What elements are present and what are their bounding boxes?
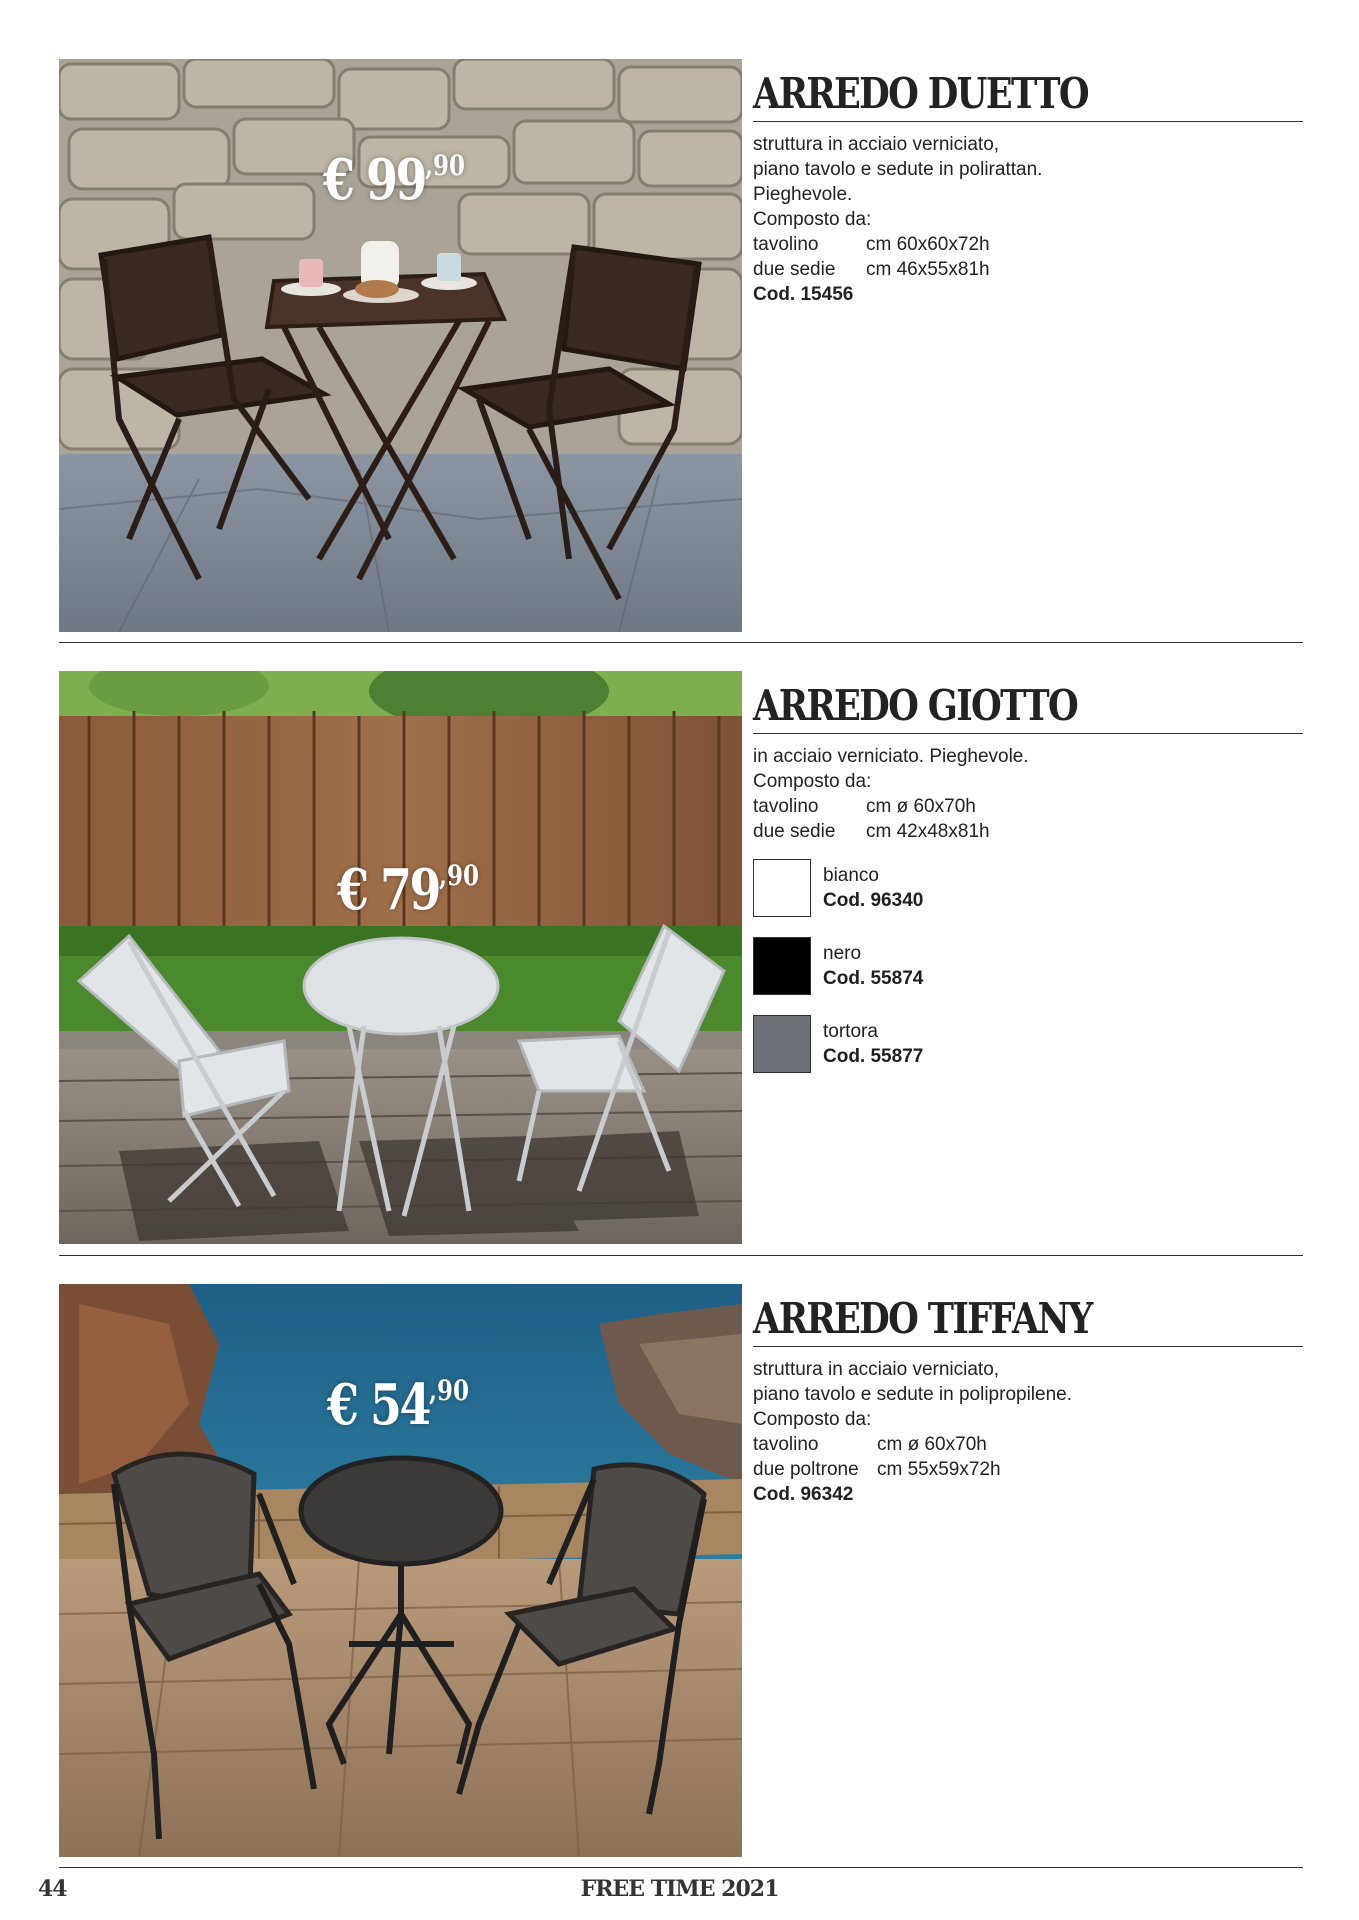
title-underline (753, 733, 1303, 734)
price-tag: € $99^{,90}$ (323, 147, 465, 213)
page-number: 44 (38, 1876, 67, 1902)
dimension-size: cm 55x59x72h (877, 1459, 1001, 1480)
dimension-item: due sedie (753, 259, 836, 280)
section-divider (59, 1255, 1303, 1256)
dimension-size: cm 46x55x81h (866, 259, 990, 280)
dimension-row (753, 819, 1303, 844)
product-title: ARREDO TIFFANY (753, 1294, 1092, 1343)
variant-color-name: tortora (823, 1021, 878, 1042)
variant-color-name: bianco (823, 865, 879, 886)
color-swatch-white (753, 859, 811, 917)
price-tag: € $54^{,90}$ (327, 1372, 469, 1438)
dimension-row (753, 1457, 1303, 1482)
variant-color-name: nero (823, 943, 862, 964)
product-title: ARREDO GIOTTO (753, 681, 1078, 730)
product-photo-duetto (59, 59, 742, 632)
footer-divider (59, 1867, 1303, 1868)
desc-line: in acciaio verniciato. Pieghevole. (753, 746, 1029, 767)
product-photo-giotto (59, 671, 742, 1244)
desc-line: Composto da: (753, 771, 872, 792)
desc-line: Pieghevole. (753, 184, 853, 205)
variant-code: Cod. 55874 (823, 968, 924, 989)
color-variant-bianco (753, 859, 1303, 917)
color-variant-tortora (753, 1015, 1303, 1073)
desc-line: Composto da: (753, 209, 872, 230)
dimension-size: cm ø 60x70h (877, 1434, 987, 1455)
product-info (753, 671, 1303, 1073)
desc-line: struttura in acciaio verniciato, (753, 1359, 1000, 1380)
publication-title: FREE TIME 2021 (580, 1876, 779, 1902)
product-description (753, 1357, 1303, 1507)
dimension-row (753, 232, 1303, 257)
color-swatch-black (753, 937, 811, 995)
product-giotto (59, 671, 1303, 1244)
product-photo-tiffany (59, 1284, 742, 1857)
dimension-size: cm ø 60x70h (866, 796, 976, 817)
dimension-row (753, 1432, 1303, 1457)
dimension-size: cm 60x60x72h (866, 234, 990, 255)
product-code: Cod. 15456 (753, 284, 854, 305)
dimension-item: tavolino (753, 796, 819, 817)
desc-line: piano tavolo e sedute in polirattan. (753, 159, 1043, 180)
product-description (753, 744, 1303, 844)
dimension-row (753, 257, 1303, 282)
product-tiffany (59, 1284, 1303, 1857)
desc-line: piano tavolo e sedute in polipropilene. (753, 1384, 1073, 1405)
dimension-item: due poltrone (753, 1459, 859, 1480)
desc-line: struttura in acciaio verniciato, (753, 134, 1000, 155)
product-duetto (59, 59, 1303, 632)
dimension-item: due sedie (753, 821, 836, 842)
desc-line: Composto da: (753, 1409, 872, 1430)
price-tag: € $79^{,90}$ (337, 857, 479, 923)
product-code: Cod. 96342 (753, 1484, 854, 1505)
variant-code: Cod. 96340 (823, 890, 924, 911)
section-divider (59, 642, 1303, 643)
color-variant-nero (753, 937, 1303, 995)
product-info (753, 59, 1303, 307)
color-swatch-taupe (753, 1015, 811, 1073)
dimension-item: tavolino (753, 234, 819, 255)
dimension-row (753, 794, 1303, 819)
title-underline (753, 121, 1303, 122)
product-description (753, 132, 1303, 307)
dimension-size: cm 42x48x81h (866, 821, 990, 842)
product-title: ARREDO DUETTO (753, 69, 1088, 118)
product-info (753, 1284, 1303, 1507)
variant-code: Cod. 55877 (823, 1046, 924, 1067)
title-underline (753, 1346, 1303, 1347)
dimension-item: tavolino (753, 1434, 819, 1455)
